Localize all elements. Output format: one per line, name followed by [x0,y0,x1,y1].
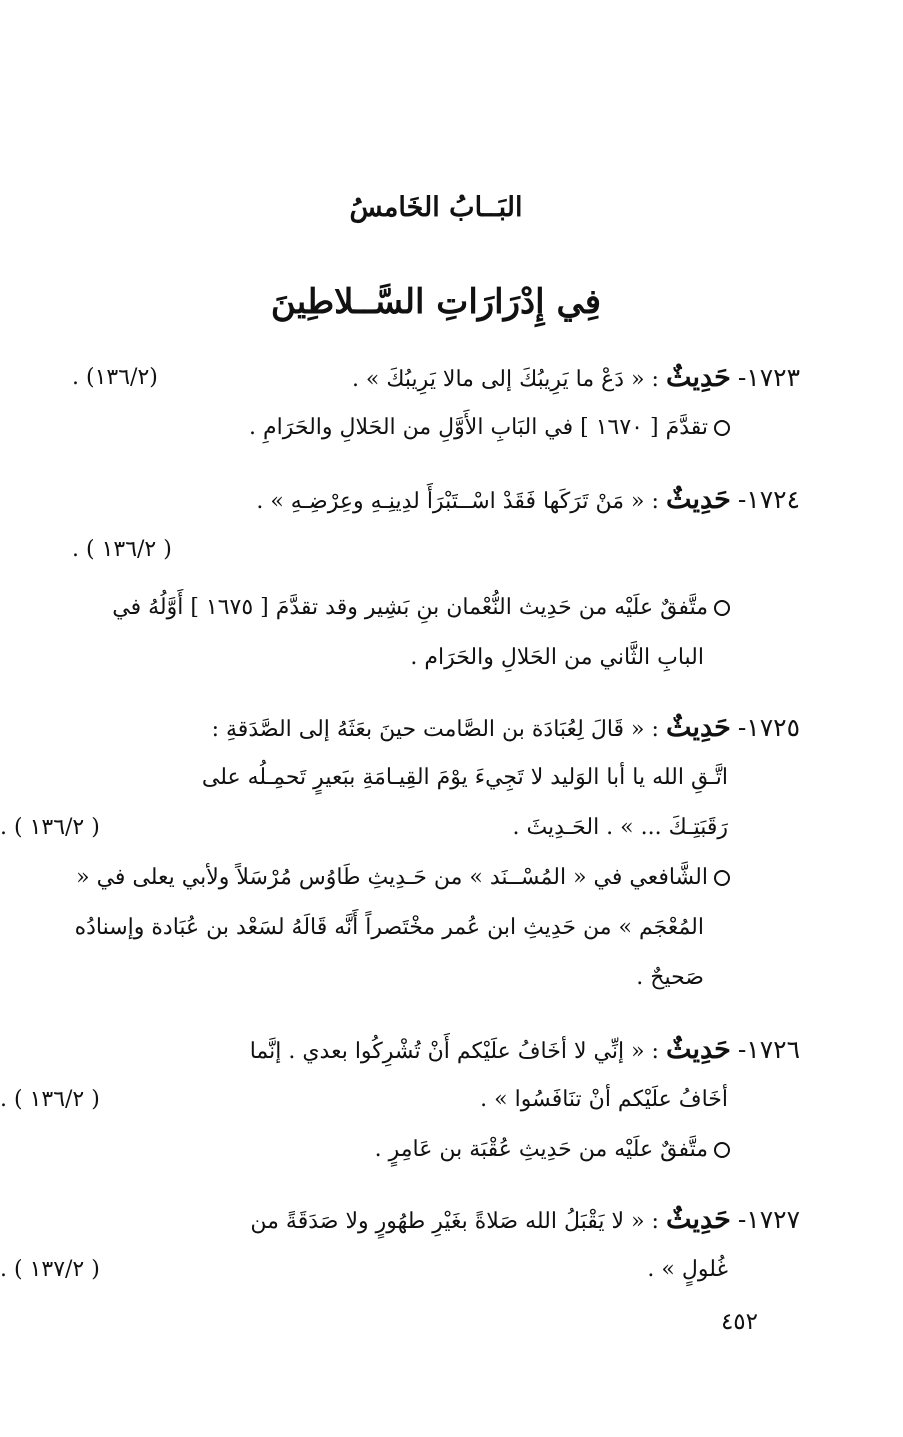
hadith-1725-note [72,858,730,898]
page-number: ٤٥٢ [720,1309,758,1335]
hadith-1725-line-3 [0,808,728,848]
hadith-1726-note [72,1130,730,1170]
bullet-circle-icon [714,1142,730,1158]
hadith-number: ١٧٢٧- [737,1205,800,1234]
hadith-text: : « مَنْ تَرَكَها فَقَدْ اسْــتَبْرَأَ لدِينِـهِ وعِرْضِـهِ » . [256,489,659,514]
hadith-text: : « قَالَ لِعُبَادَة بن الصَّامت حينَ بعَثَهُ إلى الصَّدَقةِ : [211,717,659,742]
chapter-title: البَــابُ الخَامسُ [349,192,523,223]
hadith-number: ١٧٢٥- [737,713,800,742]
hadith-text: : « لا يَقْبَلُ الله صَلاةً بغَيْرِ طهُورٍ ولا صَدَقَةً من [250,1209,659,1234]
hadith-text: : « دَعْ ما يَرِيبُكَ إلى مالا يَرِيبُكَ » . [351,367,659,392]
hadith-1724-ref-line [72,530,800,570]
hadith-text: أخَافُ علَيْكم أنْ تنَافَسُوا » . [480,1087,728,1112]
hadith-word: حَدِيثٌ [665,1034,731,1065]
hadith-1724-line [72,480,800,520]
hadith-1727-line-2 [0,1250,728,1290]
hadith-1724-note [72,588,730,628]
hadith-1725-note-cont-2 [72,958,704,998]
hadith-1727-line [72,1200,800,1240]
note-text: البابِ الثَّاني من الحَلالِ والحَرَام . [410,645,704,670]
note-text: متَّفقٌ علَيْه من حَدِيثِ عُقْبَة بن عَامِرٍ . [374,1137,708,1162]
note-text: متَّفقٌ علَيْه من حَدِيث النُّعْمان بنِ بَشِير وقد تقدَّمَ [ ١٦٧٥ ] أَوَّلُهُ في [112,595,708,620]
hadith-reference: ( ١٣٦/٢ ) . [72,537,172,562]
hadith-text: اتَّـقِ الله يا أبا الوَليد لا تَجِيءَ يوْمَ القِيـامَةِ ببَعيرٍ تَحمِـلُه على [201,765,728,790]
hadith-1723-line [72,358,800,398]
chapter-heading: فِي إِدْرَارَاتِ السَّــلاطِينَ [270,282,602,322]
hadith-number: ١٧٢٣- [737,363,800,392]
hadith-text: : « إنِّي لا أخَافُ علَيْكم أَنْ تُشْرِكُوا بعدي . إنَّما [249,1039,659,1064]
hadith-word: حَدِيثٌ [665,484,731,515]
bullet-circle-icon [714,870,730,886]
hadith-1724-note-cont [72,638,704,678]
hadith-word: حَدِيثٌ [665,362,731,393]
hadith-1723-note [72,408,730,448]
note-text: الشَّافعي في « المُسْــنَد » من حَـدِيثِ طَاوُس مُرْسَلاً ولأبي يعلى في « [76,865,708,890]
hadith-reference: (١٣٦/٢) . [72,365,158,390]
hadith-1725-line [72,708,800,748]
hadith-1726-line [72,1030,800,1070]
hadith-reference: ( ١٣٦/٢ ) . [0,815,100,840]
hadith-number: ١٧٢٦- [737,1035,800,1064]
hadith-1726-line-2 [0,1080,728,1120]
bullet-circle-icon [714,420,730,436]
hadith-reference: ( ١٣٧/٢ ) . [0,1257,100,1282]
note-text: تقدَّمَ [ ١٦٧٠ ] في البَابِ الأَوَّلِ من الحَلالِ والحَرَامِ . [249,415,708,440]
hadith-text: غُلولٍ » . [647,1257,728,1282]
hadith-reference: ( ١٣٦/٢ ) . [0,1087,100,1112]
bullet-circle-icon [714,600,730,616]
hadith-number: ١٧٢٤- [737,485,800,514]
hadith-word: حَدِيثٌ [665,1204,731,1235]
hadith-text: رَقَبَتِـكَ ... » . الحَـدِيثَ . [512,815,728,840]
hadith-word: حَدِيثٌ [665,712,731,743]
hadith-1725-line-2 [72,758,728,798]
note-text: صَحيحٌ . [636,965,704,990]
note-text: المُعْجَم » من حَدِيثِ ابن عُمر مخْتَصراً أَنَّه قَالَهُ لسَعْد بن عُبَادة وإسنادُه [74,915,704,940]
hadith-1725-note-cont-1 [72,908,704,948]
